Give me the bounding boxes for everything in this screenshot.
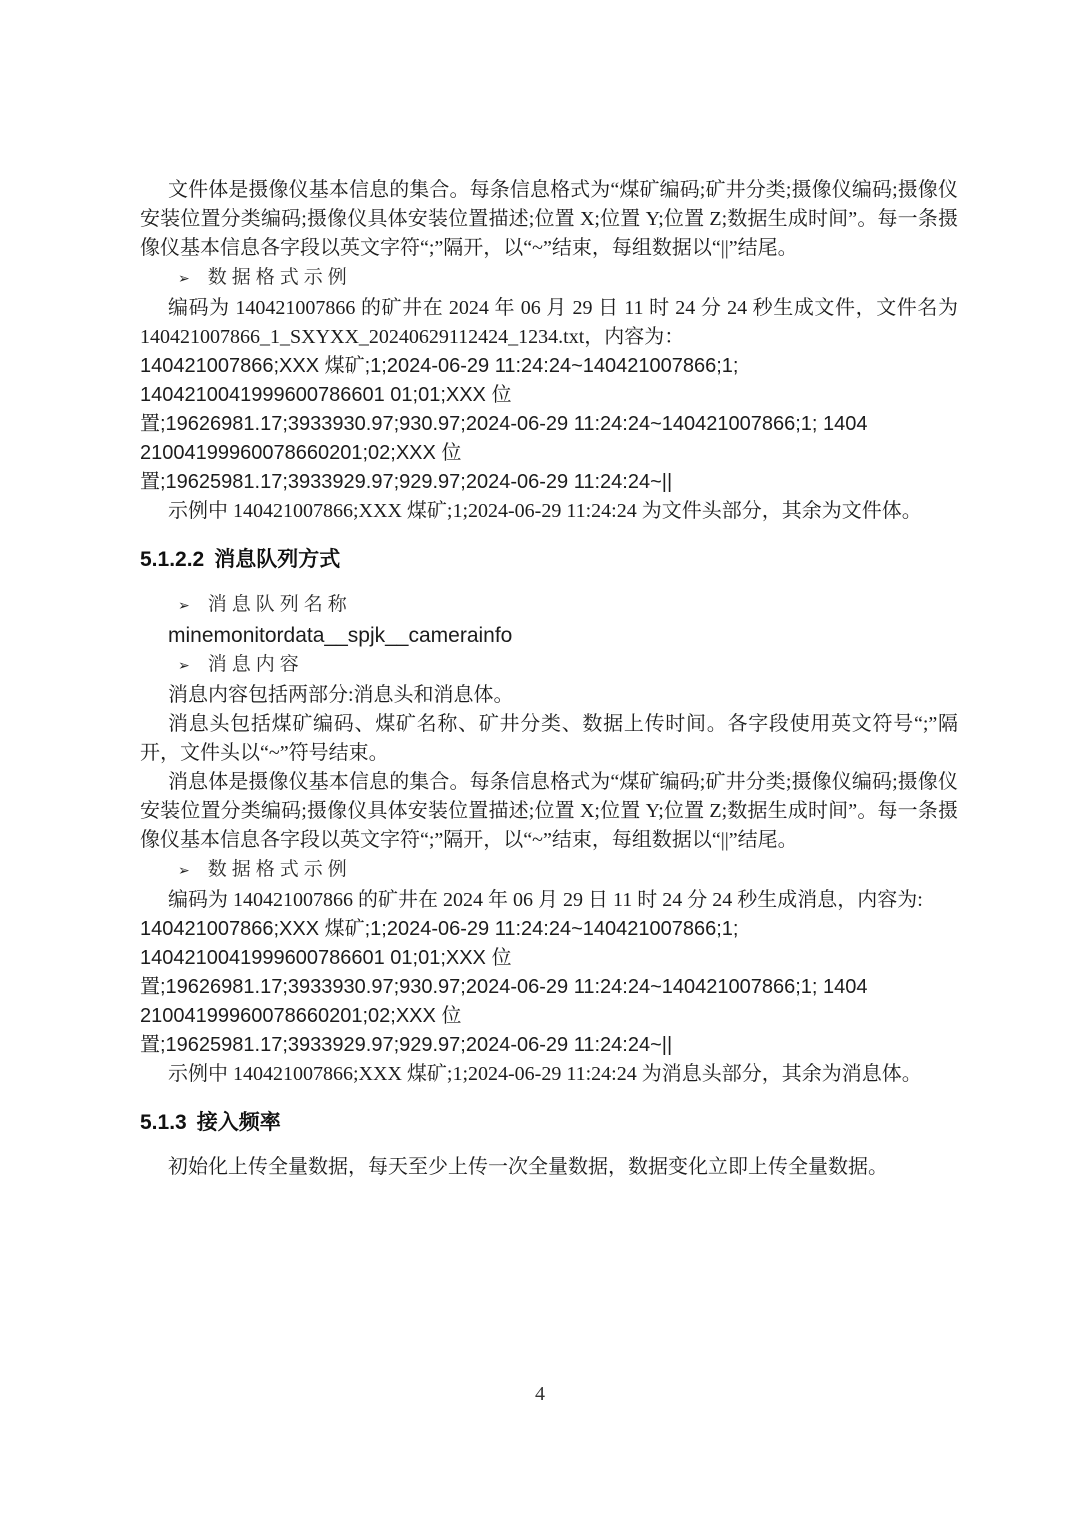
paragraph-message-example-intro: 编码为 140421007866 的矿井在 2024 年 06 月 29 日 11 时 24 分 24 秒生成消息，内容为: bbox=[168, 889, 923, 911]
paragraph-message-head: 消息头包括煤矿编码、煤矿名称、矿井分类、数据上传时间。各字段使用英文符号“;”隔开，文件头以“~”符号结束。 bbox=[140, 713, 958, 764]
code-line: 1404210041999600786601 01;01;XXX 位 bbox=[140, 384, 512, 406]
section-heading-access-frequency bbox=[140, 1108, 958, 1137]
paragraph-access-frequency: 初始化上传全量数据，每天至少上传一次全量数据，数据变化立即上传全量数据。 bbox=[168, 1156, 888, 1178]
heading-number: 5.1.2.2 bbox=[140, 548, 205, 571]
bullet-item-queue-name bbox=[140, 590, 958, 621]
code-line: 140421007866;XXX 煤矿;1;2024-06-29 11:24:24~140421007866;1; bbox=[140, 355, 739, 377]
code-line: 21004199960078660201;02;XXX 位 bbox=[140, 442, 462, 464]
bullet-label: 数据格式示例 bbox=[207, 267, 352, 288]
code-line: 置;19626981.17;3933930.97;930.97;2024-06-29 11:24:24~140421007866;1; 1404 bbox=[140, 976, 868, 998]
arrow-bullet-icon: ➢ bbox=[178, 272, 190, 287]
paragraph-file-body-format: 文件体是摄像仪基本信息的集合。每条信息格式为“煤矿编码;矿井分类;摄像仪编码;摄像仪安装位置分类编码;摄像仪具体安装位置描述;位置 X;位置 Y;位置 Z;数据生成时间”。每一条摄像仪基本信息各字段以英文字符“;”隔开，以“~”结束，每组数据以“||”结尾。 bbox=[140, 179, 958, 259]
heading-number: 5.1.3 bbox=[140, 1111, 187, 1134]
message-queue-name: minemonitordata__spjk__camerainfo bbox=[168, 624, 513, 647]
code-line: 140421007866;XXX 煤矿;1;2024-06-29 11:24:24~140421007866;1; bbox=[140, 918, 739, 940]
arrow-bullet-icon: ➢ bbox=[178, 599, 190, 614]
page-number: 4 bbox=[535, 1383, 545, 1405]
message-example-data bbox=[140, 915, 958, 1060]
bullet-item-file-data-format-example bbox=[140, 263, 958, 294]
bullet-item-message-data-format-example bbox=[140, 855, 958, 886]
paragraph-message-example-note: 示例中 140421007866;XXX 煤矿;1;2024-06-29 11:24:24 为消息头部分，其余为消息体。 bbox=[168, 1063, 922, 1085]
bullet-label: 数据格式示例 bbox=[207, 859, 352, 880]
heading-title: 接入频率 bbox=[196, 1111, 281, 1134]
paragraph-file-example-intro: 编码为 140421007866 的矿井在 2024 年 06 月 29 日 11 时 24 分 24 秒生成文件，文件名为 140421007866_1_SXYXX_20240629112424_1234.txt，内容为： bbox=[140, 297, 958, 348]
bullet-item-message-content bbox=[140, 650, 958, 681]
code-line: 置;19626981.17;3933930.97;930.97;2024-06-29 11:24:24~140421007866;1; 1404 bbox=[140, 413, 868, 435]
paragraph-message-body: 消息体是摄像仪基本信息的集合。每条信息格式为“煤矿编码;矿井分类;摄像仪编码;摄像仪安装位置分类编码;摄像仪具体安装位置描述;位置 X;位置 Y;位置 Z;数据生成时间”。每一条摄像仪基本信息各字段以英文字符“;”隔开，以“~”结束，每组数据以“||”结尾。 bbox=[140, 771, 958, 851]
code-line: 置;19625981.17;3933929.97;929.97;2024-06-29 11:24:24~|| bbox=[140, 471, 673, 493]
paragraph-file-example-note: 示例中 140421007866;XXX 煤矿;1;2024-06-29 11:24:24 为文件头部分，其余为文件体。 bbox=[168, 500, 922, 522]
bullet-label: 消息队列名称 bbox=[207, 594, 352, 615]
code-line: 21004199960078660201;02;XXX 位 bbox=[140, 1005, 462, 1027]
code-line: 置;19625981.17;3933929.97;929.97;2024-06-29 11:24:24~|| bbox=[140, 1034, 673, 1056]
document-content bbox=[140, 176, 958, 1182]
arrow-bullet-icon: ➢ bbox=[178, 659, 190, 674]
section-heading-message-queue bbox=[140, 545, 958, 574]
arrow-bullet-icon: ➢ bbox=[178, 864, 190, 879]
code-line: 1404210041999600786601 01;01;XXX 位 bbox=[140, 947, 512, 969]
bullet-label: 消息内容 bbox=[207, 654, 304, 675]
paragraph-message-content-intro: 消息内容包括两部分:消息头和消息体。 bbox=[168, 684, 514, 706]
file-example-data bbox=[140, 352, 958, 497]
heading-title: 消息队列方式 bbox=[214, 548, 341, 571]
